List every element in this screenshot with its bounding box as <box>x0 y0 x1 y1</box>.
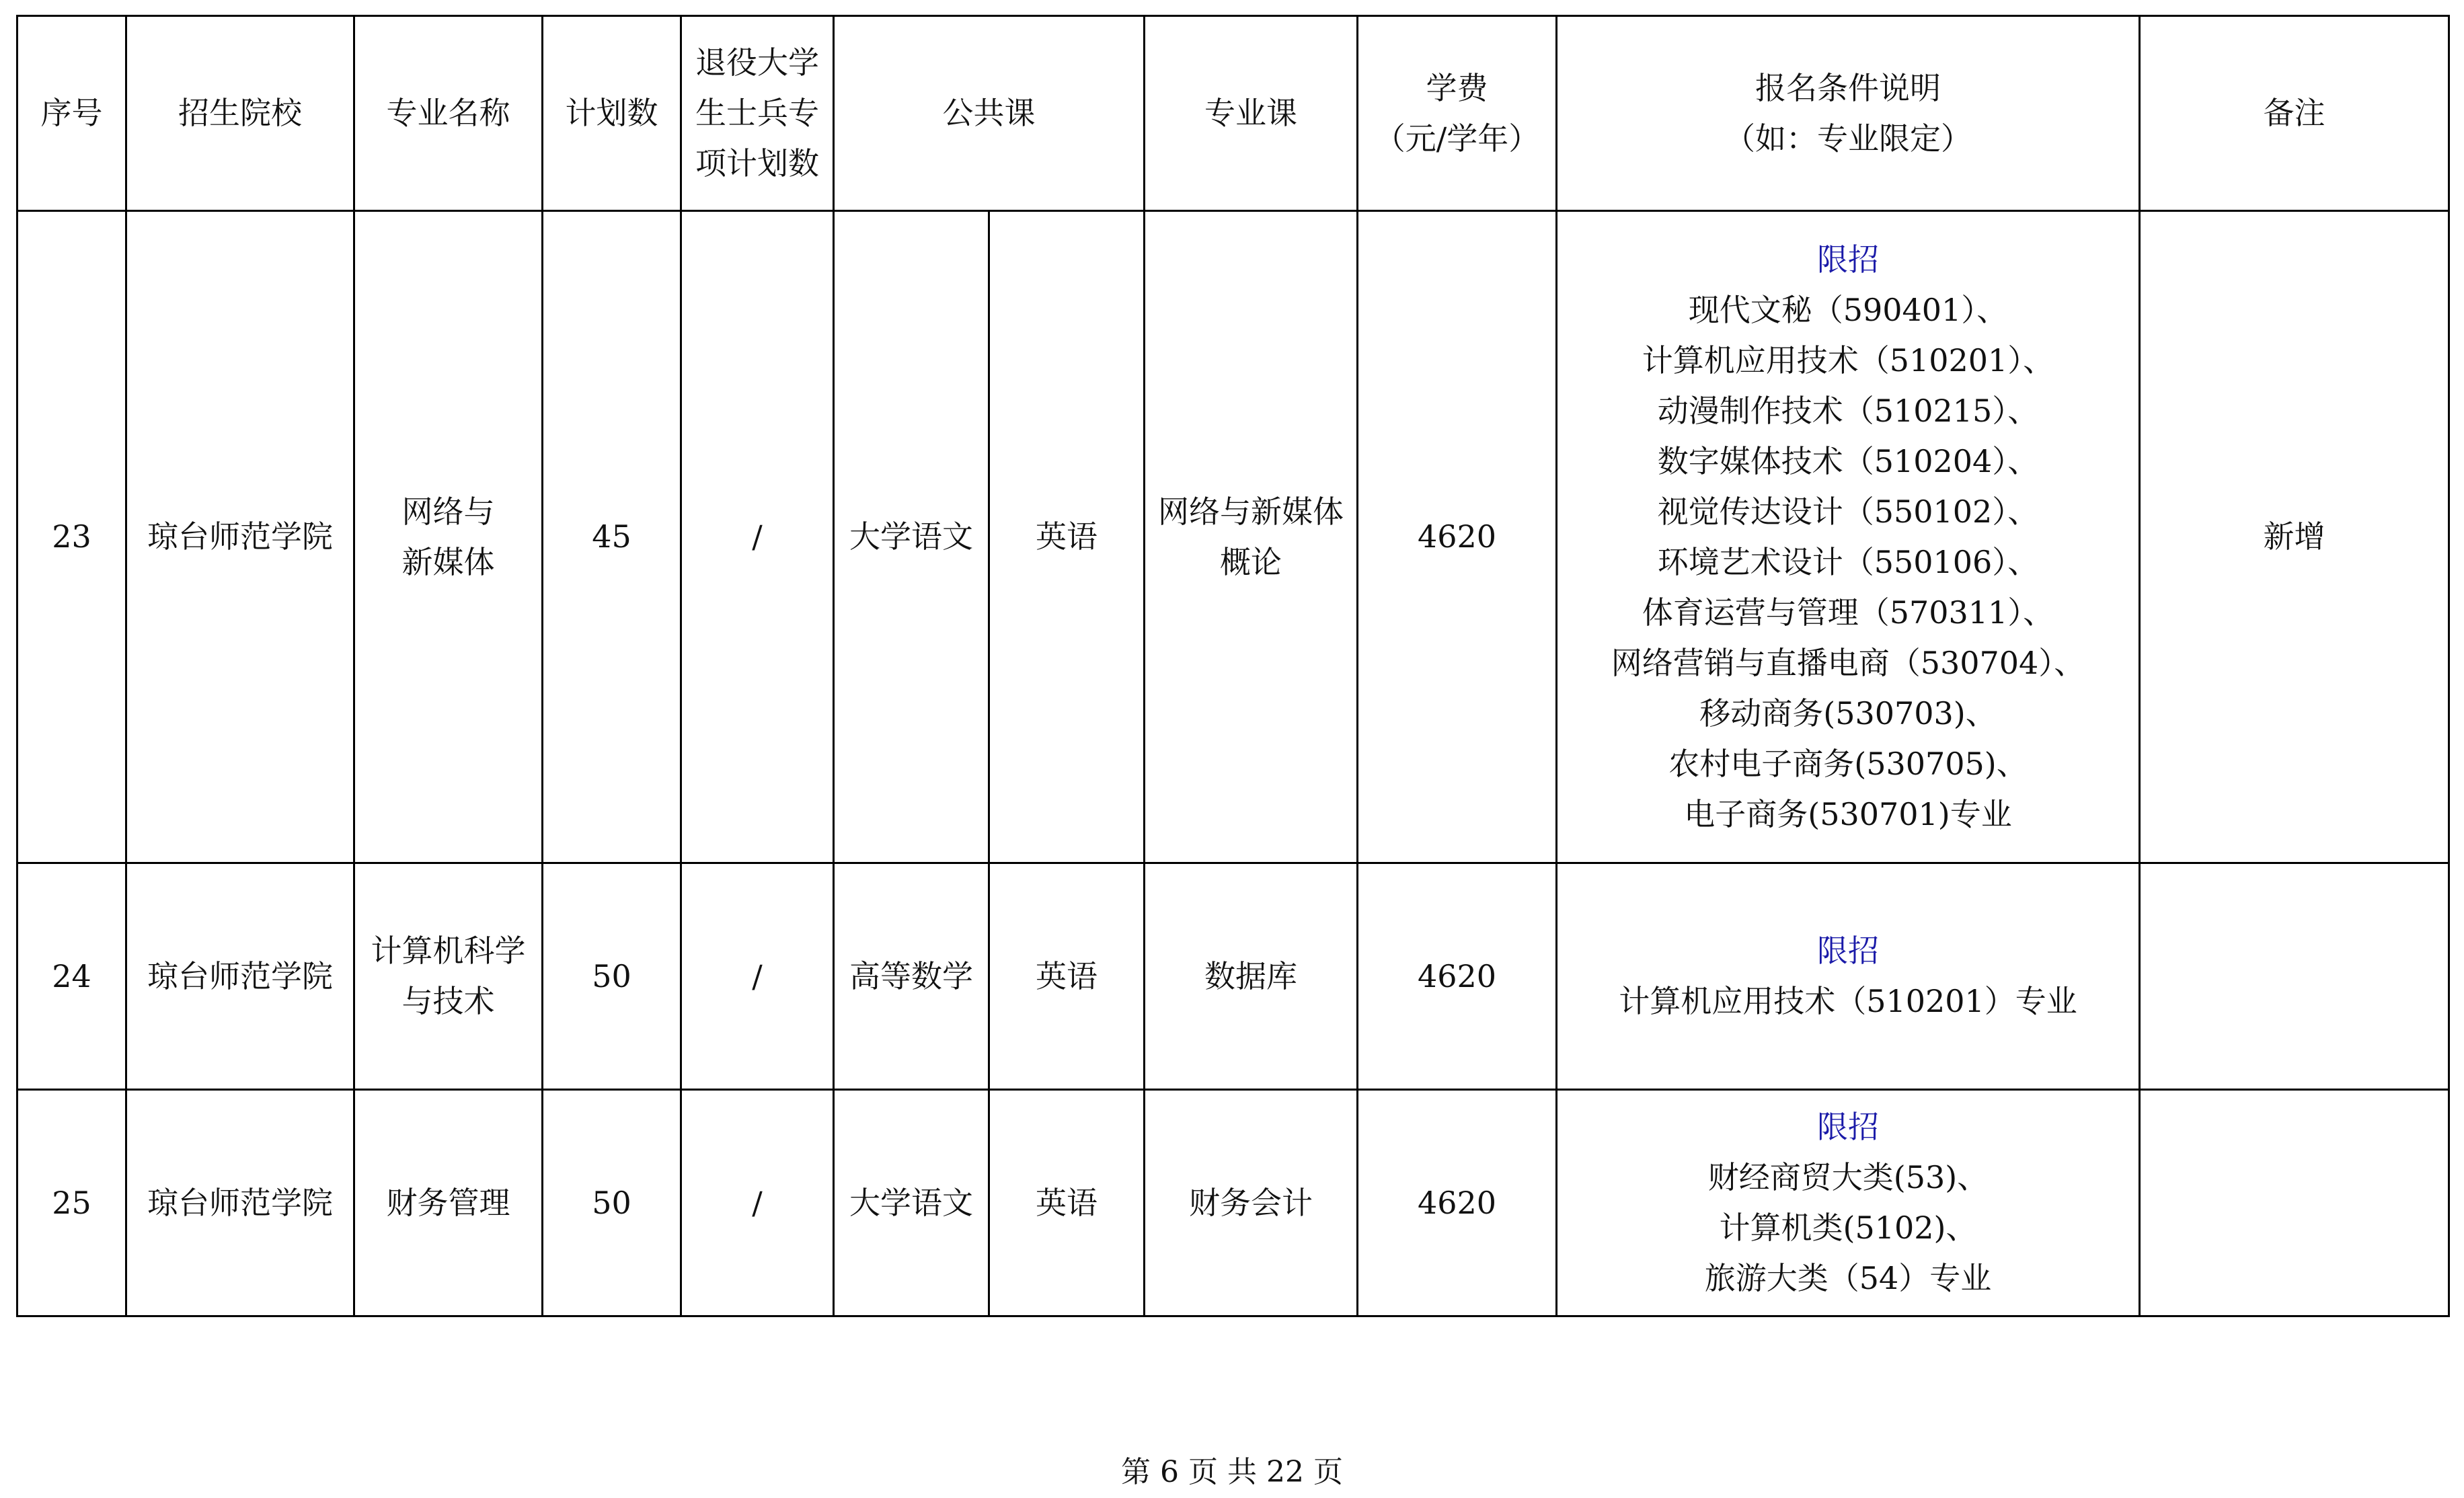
cell-veteran: / <box>681 1090 834 1316</box>
cell-major-line: 财务管理 <box>386 1184 510 1221</box>
condition-line: 农村电子商务(530705)、 <box>1668 745 2028 782</box>
cell-seq: 23 <box>17 211 126 863</box>
cell-major <box>354 1090 543 1316</box>
header-conditions-line: 报名条件说明 <box>1755 69 1941 106</box>
condition-line: 财经商贸大类(53)、 <box>1707 1159 1989 1195</box>
header-conditions <box>1557 16 2140 211</box>
cell-conditions <box>1557 211 2140 863</box>
cell-major-course <box>1145 211 1358 863</box>
table-row <box>17 863 2449 1090</box>
condition-line: 计算机类(5102)、 <box>1719 1210 1977 1246</box>
condition-line: 数字媒体技术（510204）、 <box>1657 442 2039 479</box>
cell-public-course-2: 英语 <box>989 863 1145 1090</box>
condition-line: 环境艺术设计（550106）、 <box>1657 543 2039 580</box>
table-row <box>17 1090 2449 1316</box>
condition-line: 计算机应用技术（510201）、 <box>1642 342 2054 379</box>
cell-school: 琼台师范学院 <box>126 211 354 863</box>
cell-major-line: 新媒体 <box>401 543 495 580</box>
cell-major <box>354 211 543 863</box>
header-veteran-plan <box>681 16 834 211</box>
cell-seq: 24 <box>17 863 126 1090</box>
header-veteran-line: 退役大学 <box>695 44 819 81</box>
condition-line: 旅游大类（54）专业 <box>1704 1260 1992 1296</box>
admissions-table <box>16 15 2450 1317</box>
cell-remarks: 新增 <box>2140 211 2449 863</box>
cell-plan: 50 <box>543 1090 681 1316</box>
cell-public-course-2: 英语 <box>989 1090 1145 1316</box>
cell-school: 琼台师范学院 <box>126 863 354 1090</box>
condition-line: 网络营销与直播电商（530704）、 <box>1611 644 2085 681</box>
cell-major <box>354 863 543 1090</box>
header-veteran-line: 生士兵专 <box>695 95 819 131</box>
header-remarks: 备注 <box>2140 16 2449 211</box>
cell-plan: 45 <box>543 211 681 863</box>
cell-major-line: 计算机科学 <box>371 933 526 969</box>
cell-plan: 50 <box>543 863 681 1090</box>
cell-major-course-line: 数据库 <box>1204 957 1297 994</box>
cell-major-course-line: 概论 <box>1220 543 1282 580</box>
page-footer: 第 6 页 共 22 页 <box>1121 1455 1343 1489</box>
header-tuition-line: 学费 <box>1426 69 1488 106</box>
cell-tuition: 4620 <box>1358 1090 1557 1316</box>
cell-major-course <box>1145 863 1358 1090</box>
header-conditions-line: （如：专业限定） <box>1724 120 1972 157</box>
restricted-label: 限招 <box>1817 933 1879 969</box>
header-row <box>17 16 2449 211</box>
cell-public-course-2: 英语 <box>989 211 1145 863</box>
cell-major-course-line: 财务会计 <box>1189 1184 1313 1221</box>
restricted-label: 限招 <box>1817 1109 1879 1145</box>
condition-line: 体育运营与管理（570311）、 <box>1642 594 2054 631</box>
cell-tuition: 4620 <box>1358 863 1557 1090</box>
condition-line: 电子商务(530701)专业 <box>1684 795 2012 832</box>
header-tuition <box>1358 16 1557 211</box>
cell-veteran: / <box>681 863 834 1090</box>
cell-public-course-1: 高等数学 <box>834 863 989 1090</box>
header-plan: 计划数 <box>543 16 681 211</box>
cell-veteran: / <box>681 211 834 863</box>
header-school: 招生院校 <box>126 16 354 211</box>
header-public-course: 公共课 <box>834 16 1145 211</box>
header-major: 专业名称 <box>354 16 543 211</box>
header-veteran-line: 项计划数 <box>695 145 819 182</box>
condition-line: 移动商务(530703)、 <box>1699 695 1997 732</box>
cell-seq: 25 <box>17 1090 126 1316</box>
condition-line: 现代文秘（590401）、 <box>1688 291 2008 328</box>
condition-line: 动漫制作技术（510215）、 <box>1657 392 2039 429</box>
cell-public-course-1: 大学语文 <box>834 211 989 863</box>
cell-school: 琼台师范学院 <box>126 1090 354 1316</box>
header-major-course: 专业课 <box>1145 16 1358 211</box>
header-tuition-line: （元/学年） <box>1374 120 1540 157</box>
cell-conditions <box>1557 1090 2140 1316</box>
cell-major-line: 网络与 <box>401 493 495 530</box>
cell-tuition: 4620 <box>1358 211 1557 863</box>
cell-conditions <box>1557 863 2140 1090</box>
condition-line: 计算机应用技术（510201）专业 <box>1619 983 2077 1019</box>
cell-major-line: 与技术 <box>401 983 495 1019</box>
cell-major-course-line: 网络与新媒体 <box>1158 493 1344 530</box>
condition-line: 视觉传达设计（550102）、 <box>1657 493 2039 530</box>
header-seq: 序号 <box>17 16 126 211</box>
table-row <box>17 211 2449 863</box>
restricted-label: 限招 <box>1817 241 1879 278</box>
cell-major-course <box>1145 1090 1358 1316</box>
cell-remarks <box>2140 863 2449 1090</box>
cell-remarks <box>2140 1090 2449 1316</box>
cell-public-course-1: 大学语文 <box>834 1090 989 1316</box>
